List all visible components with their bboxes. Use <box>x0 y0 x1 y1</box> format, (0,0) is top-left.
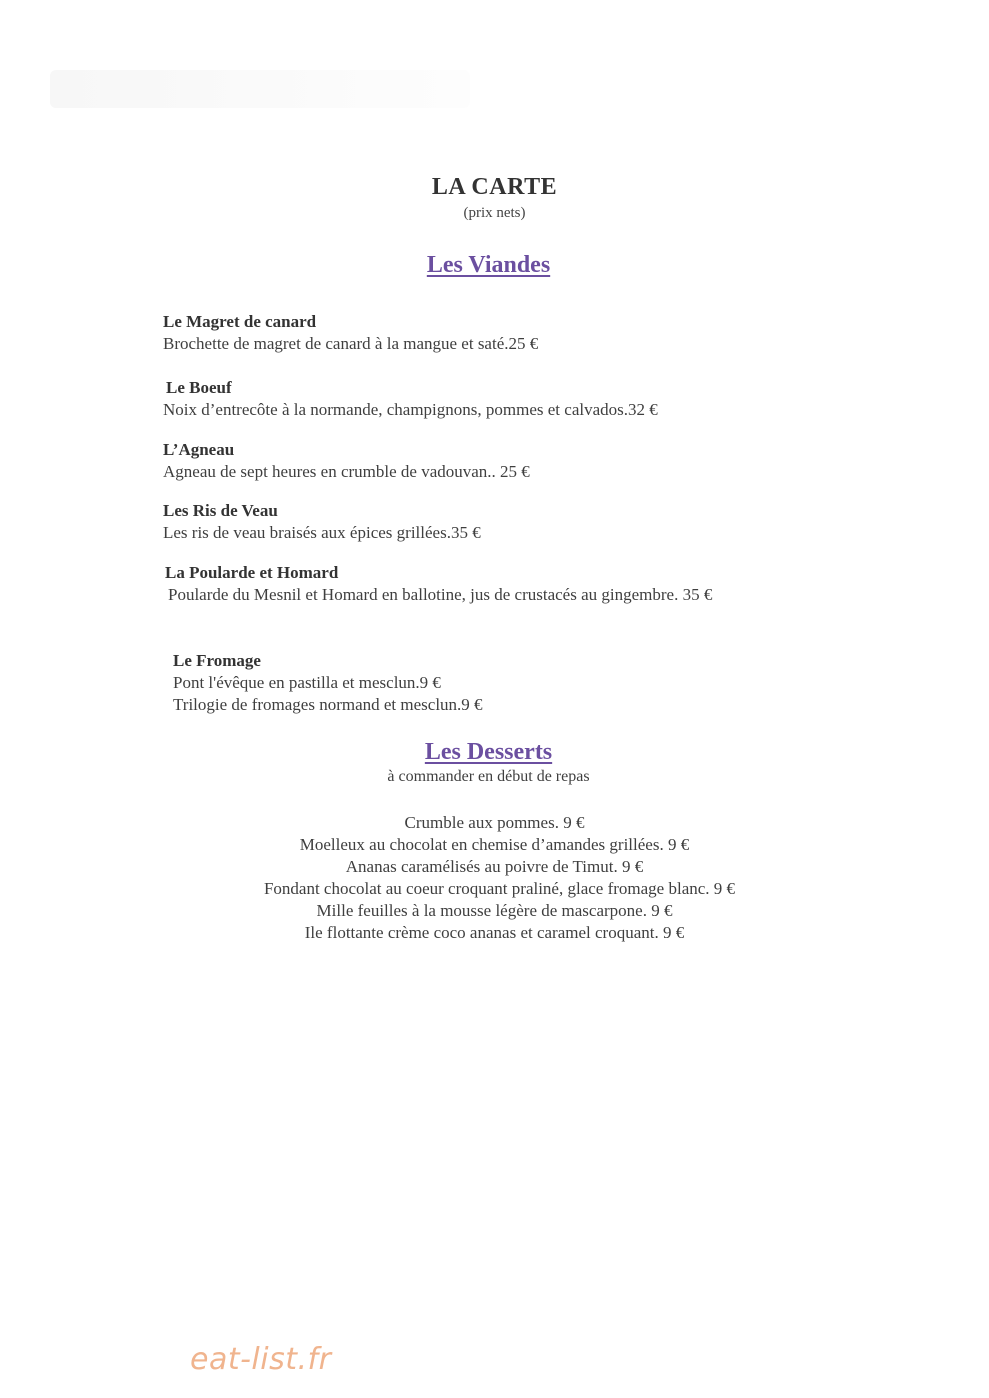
dessert-item: Ananas caramélisés au poivre de Timut. 9 € <box>345 857 644 876</box>
dish-description: Brochette de magret de canard à la mangue et saté.25 € <box>163 334 539 353</box>
dish-description: Les ris de veau braisés aux épices grillées.35 € <box>163 523 481 542</box>
desserts-note: à commander en début de repas <box>387 768 590 785</box>
dish-description: Poularde du Mesnil et Homard en ballotine, jus de crustacés au gingembre. 35 € <box>168 585 713 604</box>
fromage-item: Pont l'évêque en pastilla et mesclun.9 € <box>173 673 441 692</box>
desserts-list <box>0 812 989 944</box>
dish-name: Le Boeuf <box>166 378 232 397</box>
dish-agneau <box>163 439 530 483</box>
dish-ris-de-veau <box>163 500 481 544</box>
section-heading-viandes: Les Viandes <box>426 252 551 278</box>
dessert-item: Fondant chocolat au coeur croquant praliné, glace fromage blanc. 9 € <box>263 879 736 898</box>
dessert-item: Ile flottante crème coco ananas et caramel croquant. 9 € <box>304 923 685 942</box>
dish-magret <box>163 311 538 355</box>
dessert-item: Crumble aux pommes. 9 € <box>404 813 585 832</box>
dish-name: L’Agneau <box>163 440 235 459</box>
dish-description: Agneau de sept heures en crumble de vadouvan.. 25 € <box>163 462 530 481</box>
section-heading-desserts: Les Desserts <box>424 739 553 765</box>
dessert-item: Moelleux au chocolat en chemise d’amandes grillées. 9 € <box>299 835 690 854</box>
menu-subtitle: (prix nets) <box>463 205 526 221</box>
dish-name: Le Magret de canard <box>163 312 317 331</box>
dish-name: Le Fromage <box>173 651 261 670</box>
menu-title: LA CARTE <box>431 174 558 200</box>
fromage-item: Trilogie de fromages normand et mesclun.9 € <box>173 695 483 714</box>
dish-description: Noix d’entrecôte à la normande, champignons, pommes et calvados.32 € <box>163 400 658 419</box>
dish-boeuf <box>163 377 658 421</box>
dessert-item: Mille feuilles à la mousse légère de mascarpone. 9 € <box>316 901 673 920</box>
faint-header-logo <box>50 70 470 108</box>
dish-fromage <box>173 650 483 716</box>
dish-poularde-homard <box>165 562 712 606</box>
site-watermark: eat-list.fr <box>190 1342 332 1377</box>
dish-name: Les Ris de Veau <box>163 501 278 520</box>
dish-name: La Poularde et Homard <box>165 563 339 582</box>
